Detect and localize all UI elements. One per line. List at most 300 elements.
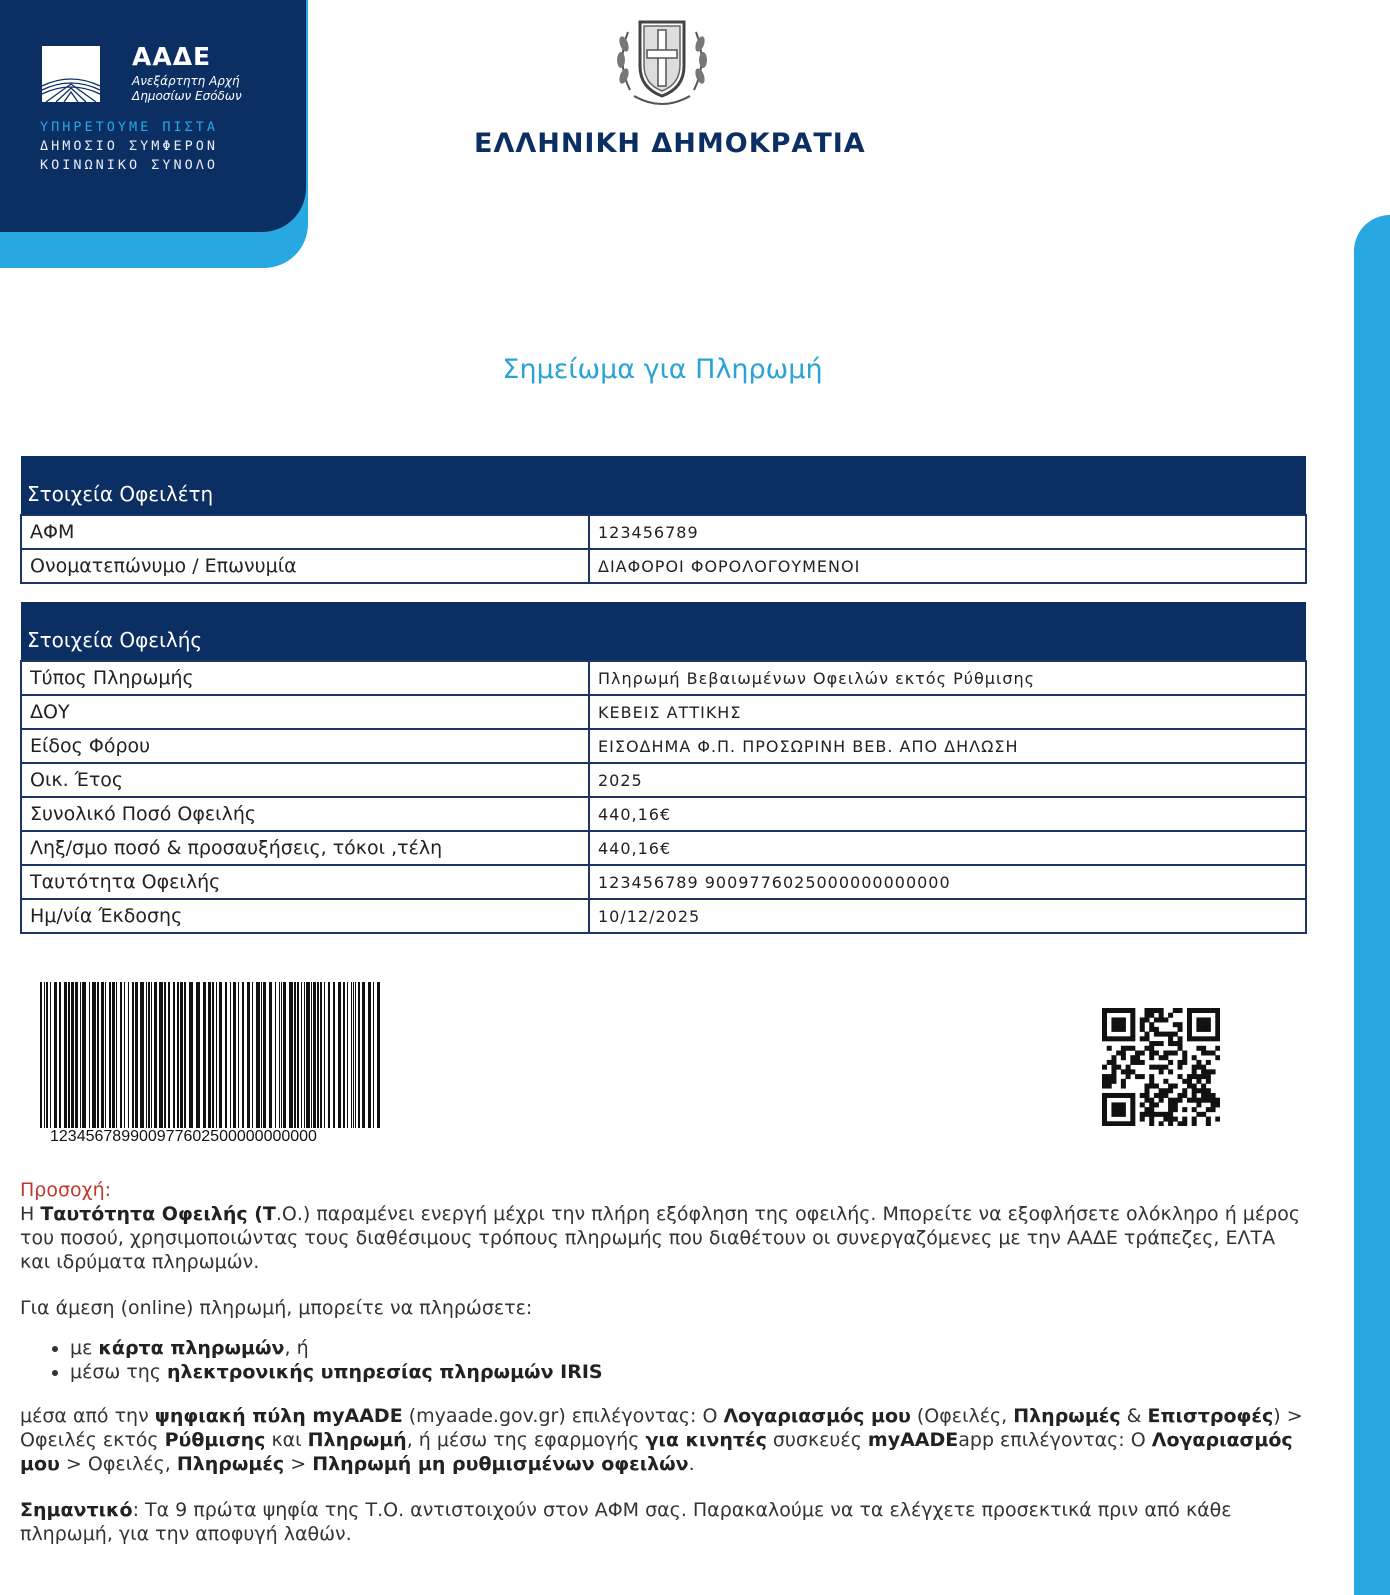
barcode-bar [343,982,345,1128]
qr-module [1159,1098,1164,1103]
barcode-bar [313,982,316,1128]
qr-module [1168,1050,1173,1055]
online-payment-intro: Για άμεση (online) πληρωμή, μπορείτε να πληρώσετε: [20,1297,533,1319]
barcode-bar [140,982,144,1128]
barcode-bar [146,982,147,1128]
qr-module [1154,1065,1159,1070]
qr-module [1159,1065,1164,1070]
qr-module [1178,1008,1183,1013]
qr-module [1201,1112,1206,1117]
row-value: ΚΕΒΕΙΣ ΑΤΤΙΚΗΣ [589,695,1306,729]
qr-module [1206,1017,1211,1022]
table-row [21,549,1306,583]
qr-module [1116,1107,1121,1112]
qr-module [1196,1102,1201,1107]
qr-module [1140,1050,1145,1055]
qr-module [1196,1027,1201,1032]
barcode-bar [109,982,111,1128]
qr-module [1159,1069,1164,1074]
qr-module [1111,1036,1116,1041]
table-row [21,797,1306,831]
qr-module [1116,1093,1121,1098]
qr-module [1211,1050,1216,1055]
qr-module [1102,1117,1107,1122]
qr-module [1173,1050,1178,1055]
qr-module [1149,1074,1154,1079]
qr-module [1178,1022,1183,1027]
qr-module [1173,1098,1178,1103]
note-text: : Τα 9 πρώτα ψηφία της Τ.Ο. αντιστοιχούν στον ΑΦΜ σας. Παρακαλούμε να τα ελέγχετε προσεκτικά πριν από κάθε πληρωμή, για την αποφυγή λαθών. [20,1499,1232,1545]
agency-slogan [40,118,218,175]
qr-module [1126,1046,1131,1051]
qr-module [1102,1013,1107,1018]
qr-module [1140,1022,1145,1027]
qr-module [1121,1050,1126,1055]
qr-module [1201,1088,1206,1093]
barcode-bar [148,982,150,1128]
barcode-bar [105,982,106,1128]
qr-module [1211,1098,1216,1103]
barcode-bar [54,982,57,1128]
note-text: με [70,1337,99,1359]
note-text: συσκευές [766,1429,868,1451]
qr-module [1130,1046,1135,1051]
barcode-bar [281,982,282,1128]
qr-module [1149,1102,1154,1107]
qr-module [1130,1098,1135,1103]
note-text: (myaade.gov.gr) επιλέγοντας: Ο [402,1405,724,1427]
qr-module [1168,1036,1173,1041]
qr-module [1102,1107,1107,1112]
row-label: Ονοματεπώνυμο / Επωνυμία [21,549,589,583]
qr-module [1201,1065,1206,1070]
qr-module [1201,1084,1206,1089]
qr-module [1144,1046,1149,1051]
qr-module [1215,1036,1220,1041]
barcode-bar [261,982,262,1128]
table-row [21,515,1306,549]
barcode-bar [225,982,227,1128]
qr-module [1206,1050,1211,1055]
qr-module [1121,1121,1126,1126]
qr-module [1102,1022,1107,1027]
qr-module [1121,1107,1126,1112]
barcode-bar [362,982,365,1128]
qr-module [1196,1017,1201,1022]
qr-module [1168,1060,1173,1065]
barcode-bar [89,982,90,1128]
row-value: ΕΙΣΟΔΗΜΑ Φ.Π. ΠΡΟΣΩΡΙΝΗ ΒΕΒ. ΑΠΟ ΔΗΛΩΣΗ [589,729,1306,763]
note-bold: Επιστροφές [1147,1405,1274,1427]
qr-module [1121,1017,1126,1022]
qr-module [1168,1121,1173,1126]
qr-module [1126,1065,1131,1070]
barcode-bar [216,982,217,1128]
payment-qr-code [1102,1008,1220,1126]
barcode-bar [304,982,305,1128]
payment-notes [20,1178,1310,1568]
qr-module [1140,1036,1145,1041]
qr-module [1168,1032,1173,1037]
qr-module [1196,1074,1201,1079]
qr-module [1116,1022,1121,1027]
barcode-bar [97,982,99,1128]
qr-module [1178,1046,1183,1051]
qr-module [1192,1065,1197,1070]
barcode-bar [184,982,186,1128]
qr-module [1102,1098,1107,1103]
qr-module [1126,1008,1131,1013]
agency-short-name: ΑΑΔΕ [132,42,212,71]
debtor-table [20,456,1307,584]
barcode-bar [208,982,211,1128]
qr-module [1201,1069,1206,1074]
barcode-bar [212,982,214,1128]
qr-module [1215,1013,1220,1018]
qr-module [1130,1112,1135,1117]
debtor-heading: Στοιχεία Οφειλέτη [21,456,1306,515]
qr-module [1107,1093,1112,1098]
barcode-bar [338,982,341,1128]
qr-module [1192,1098,1197,1103]
qr-module [1163,1065,1168,1070]
qr-module [1154,1041,1159,1046]
note-text: (Οφειλές, [910,1405,1014,1427]
qr-module [1163,1079,1168,1084]
right-accent-bar [1354,215,1390,1595]
qr-module [1111,1074,1116,1079]
qr-module [1121,1084,1126,1089]
qr-module [1187,1022,1192,1027]
row-value: 123456789 [589,515,1306,549]
note-text: & [1120,1405,1148,1427]
qr-module [1215,1055,1220,1060]
qr-module [1182,1093,1187,1098]
barcode-bar [279,982,280,1128]
qr-module [1215,1008,1220,1013]
qr-module [1215,1117,1220,1122]
qr-module [1159,1041,1164,1046]
qr-module [1121,1093,1126,1098]
qr-module [1144,1088,1149,1093]
barcode-bar [373,982,374,1128]
barcode-bar [164,982,166,1128]
slogan-line-2: ΔΗΜΟΣΙΟ ΣΥΜΦΕΡΟΝ [40,138,219,154]
qr-module [1173,1032,1178,1037]
barcode-bar [324,982,325,1128]
qr-module [1116,1050,1121,1055]
qr-module [1126,1074,1131,1079]
barcode-bar [311,982,312,1128]
qr-module [1196,1098,1201,1103]
agency-full-name [132,74,282,104]
qr-module [1215,1046,1220,1051]
qr-module [1111,1055,1116,1060]
barcode-bar [68,982,70,1128]
qr-module [1130,1121,1135,1126]
qr-module [1168,1112,1173,1117]
barcode-bar [159,982,163,1128]
qr-module [1135,1074,1140,1079]
barcode-bar [377,982,380,1128]
note-text: Η [20,1203,41,1225]
qr-module [1144,1107,1149,1112]
barcode-bar [50,982,51,1128]
qr-module [1140,1112,1145,1117]
qr-module [1182,1107,1187,1112]
qr-module [1126,1093,1131,1098]
agency-full-name-line-1: Ανεξάρτητη Αρχή [132,74,240,88]
barcode-bar [44,982,45,1128]
qr-module [1130,1032,1135,1037]
qr-module [1201,1098,1206,1103]
qr-module [1140,1093,1145,1098]
qr-module [1192,1055,1197,1060]
qr-module [1182,1060,1187,1065]
qr-module [1149,1050,1154,1055]
qr-module [1126,1121,1131,1126]
note-bold: myAADE [867,1429,959,1451]
note-bold: Πληρωμή μη ρυθμισμένων οφειλών [312,1453,689,1475]
barcode-bar [230,982,231,1128]
qr-module [1102,1121,1107,1126]
qr-module [1144,1008,1149,1013]
slogan-line-3: ΚΟΙΝΩΝΙΚΟ ΣΥΝΟΛΟ [40,157,219,173]
qr-module [1182,1088,1187,1093]
qr-module [1121,1069,1126,1074]
barcode-bar [132,982,134,1128]
qr-module [1168,1102,1173,1107]
qr-module [1154,1027,1159,1032]
qr-module [1187,1079,1192,1084]
qr-module [1130,1093,1135,1098]
qr-module [1149,1065,1154,1070]
qr-module [1102,1065,1107,1070]
slogan-line-1: ΥΠΗΡΕΤΟΥΜΕ ΠΙΣΤΑ [40,119,219,135]
qr-module [1187,1032,1192,1037]
qr-module [1173,1107,1178,1112]
qr-module [1182,1079,1187,1084]
row-label: Τύπος Πληρωμής [21,661,589,695]
important-note [20,1498,1310,1546]
qr-module [1116,1027,1121,1032]
qr-module [1102,1079,1107,1084]
note-bold: Λογαριασμός μου [723,1405,911,1427]
barcode-bar [177,982,179,1128]
qr-module [1187,1084,1192,1089]
qr-module [1206,1117,1211,1122]
qr-module [1159,1017,1164,1022]
barcode-bar [320,982,322,1128]
barcode-bar [306,982,310,1128]
qr-module [1168,1117,1173,1122]
qr-module [1135,1060,1140,1065]
qr-module [1144,1084,1149,1089]
qr-module [1178,1060,1183,1065]
barcode-bar [173,982,175,1128]
qr-module [1201,1008,1206,1013]
qr-module [1192,1117,1197,1122]
qr-module [1192,1107,1197,1112]
qr-module [1196,1036,1201,1041]
qr-module [1192,1074,1197,1079]
qr-module [1140,1060,1145,1065]
qr-module [1196,1112,1201,1117]
qr-module [1168,1041,1173,1046]
barcode-bar [40,982,42,1128]
barcode-bar [328,982,330,1128]
barcode-bar [252,982,253,1128]
qr-module [1144,1032,1149,1037]
qr-module [1159,1032,1164,1037]
myaade-instructions [20,1404,1310,1476]
qr-module [1126,1036,1131,1041]
qr-module [1159,1121,1164,1126]
qr-module [1206,1079,1211,1084]
qr-module [1116,1036,1121,1041]
qr-module [1130,1107,1135,1112]
qr-module [1130,1055,1135,1060]
document-title: Σημείωμα για Πληρωμή [502,354,823,385]
barcode-bar [151,982,152,1128]
qr-module [1187,1017,1192,1022]
qr-module [1154,1017,1159,1022]
qr-module [1107,1008,1112,1013]
qr-module [1149,1013,1154,1018]
qr-module [1111,1017,1116,1022]
qr-module [1149,1107,1154,1112]
qr-module [1111,1102,1116,1107]
qr-module [1173,1022,1178,1027]
qr-module [1154,1050,1159,1055]
qr-module [1149,1084,1154,1089]
qr-module [1154,1112,1159,1117]
qr-module [1201,1050,1206,1055]
note-bold: ηλεκτρονικής υπηρεσίας πληρωμών IRIS [167,1361,603,1383]
qr-module [1168,1088,1173,1093]
barcode-bar [317,982,319,1128]
qr-module [1102,1017,1107,1022]
note-text: ) > Οφειλές εκτός [20,1405,1303,1451]
qr-module [1102,1036,1107,1041]
qr-module [1111,1022,1116,1027]
row-label: ΑΦΜ [21,515,589,549]
qr-module [1144,1013,1149,1018]
qr-module [1173,1008,1178,1013]
note-bold: Πληρωμές [1013,1405,1121,1427]
qr-module [1135,1055,1140,1060]
qr-module [1102,1093,1107,1098]
qr-module [1187,1098,1192,1103]
qr-module [1149,1079,1154,1084]
qr-module [1121,1112,1126,1117]
qr-module [1196,1022,1201,1027]
qr-module [1144,1093,1149,1098]
qr-module [1130,1022,1135,1027]
qr-module [1140,1027,1145,1032]
qr-module [1215,1032,1220,1037]
qr-module [1154,1032,1159,1037]
qr-module [1149,1027,1154,1032]
table-row [21,899,1306,933]
qr-module [1140,1074,1145,1079]
qr-module [1140,1117,1145,1122]
qr-module [1121,1008,1126,1013]
barcode-bar [368,982,371,1128]
barcode-bar [242,982,244,1128]
qr-module [1102,1102,1107,1107]
barcode-bar [203,982,206,1128]
note-text: . [688,1453,695,1475]
table-row [21,729,1306,763]
qr-module [1206,1107,1211,1112]
qr-module [1182,1117,1187,1122]
table-row [21,831,1306,865]
qr-module [1178,1041,1183,1046]
qr-module [1215,1022,1220,1027]
barcode-bar [168,982,170,1128]
qr-module [1154,1008,1159,1013]
important-label: Σημαντικό [20,1499,133,1521]
qr-module [1102,1112,1107,1117]
barcode-number: 123456789900977602500000000000 [50,1128,317,1145]
qr-module [1192,1036,1197,1041]
debt-heading: Στοιχεία Οφειλής [21,602,1306,661]
qr-module [1173,1084,1178,1089]
qr-module [1206,1074,1211,1079]
qr-module [1107,1046,1112,1051]
barcode-bar [196,982,200,1128]
qr-module [1192,1121,1197,1126]
aade-header-badge [0,0,306,232]
barcode-bar [135,982,138,1128]
agency-full-name-line-2: Δημοσίων Εσόδων [132,89,242,103]
qr-module [1140,1017,1145,1022]
qr-module [1130,1027,1135,1032]
qr-module [1159,1055,1164,1060]
qr-module [1107,1084,1112,1089]
row-value: 440,16€ [589,797,1306,831]
note-bold: Λογαριασμός μου [20,1429,1293,1475]
qr-module [1178,1098,1183,1103]
qr-module [1201,1017,1206,1022]
barcode-bar [275,982,276,1128]
row-label: Ημ/νία Έκδοσης [21,899,589,933]
barcode-bar [189,982,193,1128]
qr-module [1121,1036,1126,1041]
qr-module [1116,1008,1121,1013]
qr-module [1178,1065,1183,1070]
warning-label: Προσοχή: [20,1179,112,1201]
note-bold: για κινητές [645,1429,767,1451]
qr-module [1187,1036,1192,1041]
qr-module [1149,1041,1154,1046]
qr-module [1206,1027,1211,1032]
qr-module [1116,1121,1121,1126]
qr-module [1107,1036,1112,1041]
barcode-bar [71,982,74,1128]
qr-module [1168,1098,1173,1103]
aade-logo-icon [42,46,102,104]
note-bold: Ταυτότητα Οφειλής (Τ [40,1203,276,1225]
note-text: > [284,1453,313,1475]
qr-module [1144,1098,1149,1103]
row-label: ΔΟΥ [21,695,589,729]
qr-module [1192,1084,1197,1089]
debt-table [20,602,1307,934]
qr-module [1116,1065,1121,1070]
qr-module [1130,1008,1135,1013]
